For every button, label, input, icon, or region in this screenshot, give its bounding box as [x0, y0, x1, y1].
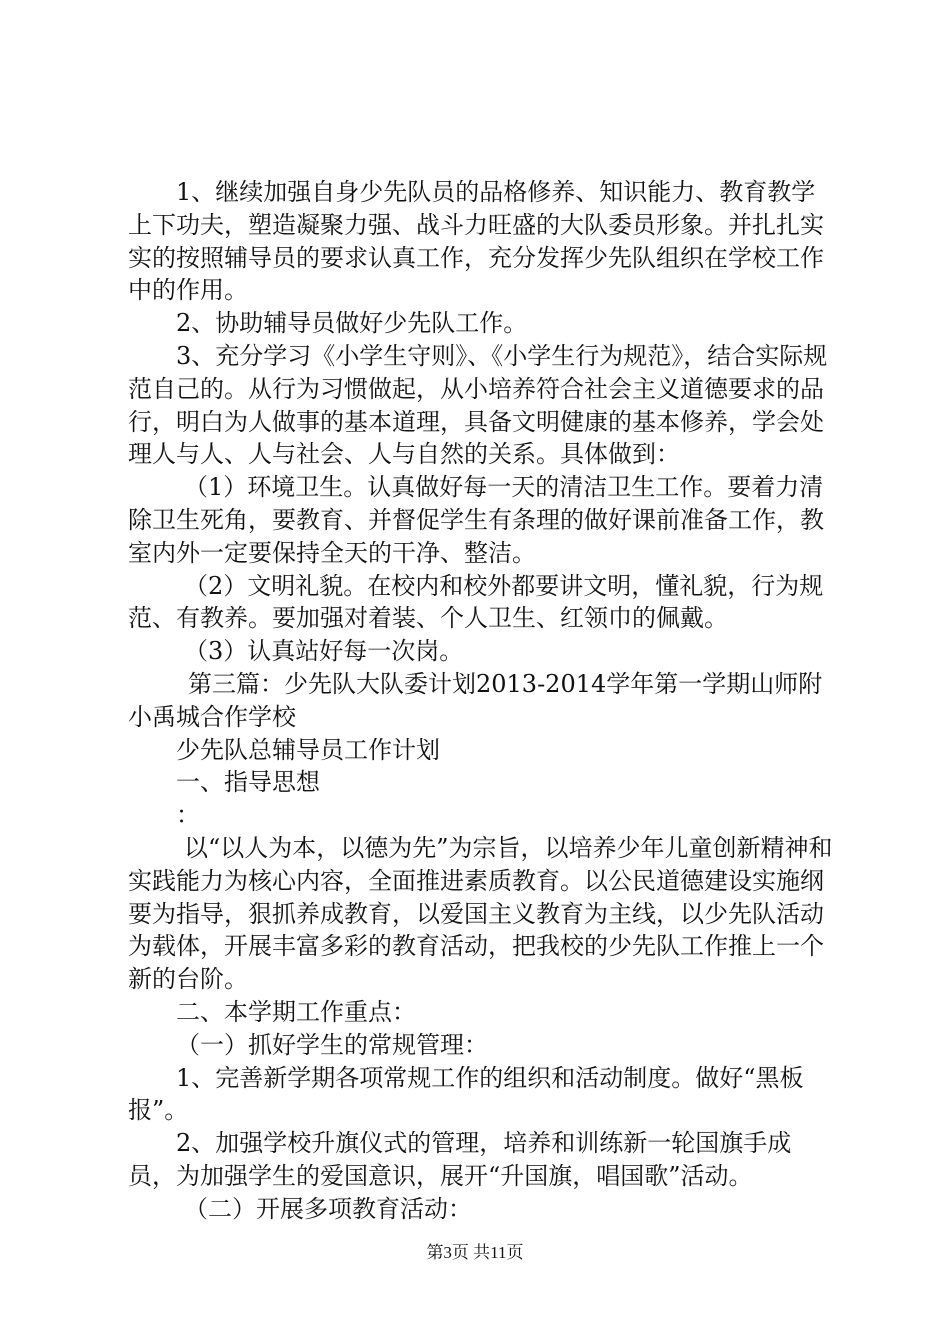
paragraph: （1）环境卫生。认真做好每一天的清洁卫生工作。要着力清除卫生死角，要教育、并督促学生有条理的做好课前准备工作，教室内外一定要保持全天的干净、整洁。	[128, 473, 824, 567]
heading-guiding-thought: 一、指导思想	[176, 768, 320, 797]
paragraph: 2、加强学校升旗仪式的管理，培养和训练新一轮国旗手成员，为加强学生的爱国意识，展开“升国旗，唱国歌”活动。	[128, 1129, 792, 1190]
paragraph: 1、继续加强自身少先队员的品格修养、知识能力、教育教学上下功夫，塑造凝聚力强、战斗力旺盛的大队委员形象。并扎扎实实的按照辅导员的要求认真工作，充分发挥少先队组织在学校工作中的作用。	[128, 178, 824, 305]
paragraph: 以“以人为本，以德为先”为宗旨，以培养少年儿童创新精神和实践能力为核心内容，全面推进素质教育。以公民道德建设实施纲要为指导，狠抓养成教育，以爱国主义教育为主线，以少先队活动为载体，开展丰富多彩的教育活动，把我校的少先队工作推上一个新的台阶。	[128, 833, 833, 994]
section-heading: 第三篇：少先队大队委计划2013-2014学年第一学期山师附小禹城合作学校	[128, 669, 823, 731]
subheading: （二）开展多项教育活动：	[184, 1194, 472, 1223]
paragraph: （3）认真站好每一次岗。	[184, 637, 464, 666]
paragraph: 3、充分学习《小学生守则》、《小学生行为规范》，结合实际规范自己的。从行为习惯做起，从小培养符合社会主义道德要求的品行，明白为人做事的基本道理，具备文明健康的基本修养，学会处理人与人、人与社会、人与自然的关系。具体做到：	[128, 341, 828, 469]
section-subtitle: 少先队总辅导员工作计划	[176, 735, 440, 764]
document-body	[128, 176, 838, 1226]
page-number-footer: 第3页 共11页	[426, 1243, 524, 1262]
subheading: （一）抓好学生的常规管理：	[176, 1030, 488, 1059]
paragraph: （2）文明礼貌。在校内和校外都要讲文明，懂礼貌，行为规范、有教养。要加强对着装、个人卫生、红领巾的佩戴。	[128, 571, 824, 633]
heading-key-work: 二、本学期工作重点：	[176, 997, 416, 1026]
paragraph: ：	[176, 801, 200, 830]
paragraph: 2、协助辅导员做好少先队工作。	[176, 309, 528, 338]
paragraph: 1、完善新学期各项常规工作的组织和活动制度。做好“黑板报”。	[128, 1063, 804, 1125]
